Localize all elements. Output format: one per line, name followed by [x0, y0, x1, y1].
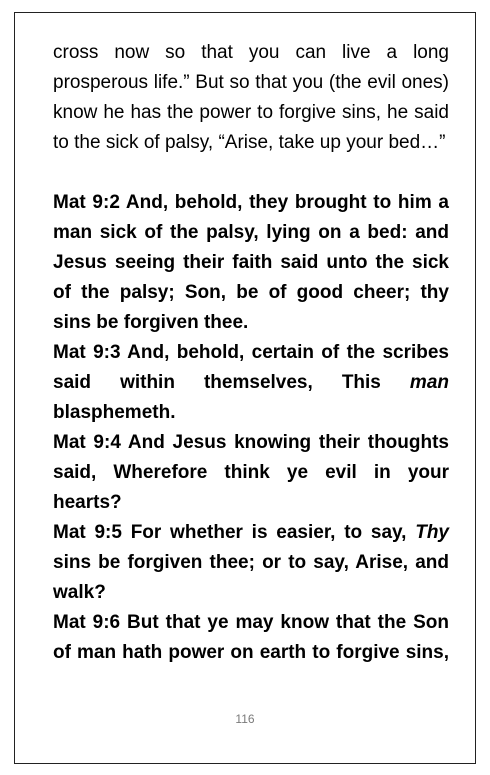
page-content	[53, 38, 449, 668]
verse-mat-9-2: Mat 9:2 And, behold, they brought to him a man sick of the palsy, lying on a bed: and Jesus seeing their faith said unto the sick of the palsy; Son, be of good cheer; thy sins be forgiven thee.	[53, 192, 449, 333]
verse-text: Mat 9:5 For whether is easier, to say,	[53, 522, 416, 543]
paragraph-spacer	[53, 158, 449, 188]
verse-text: sins be forgiven thee; or to say, Arise, and walk?	[53, 552, 449, 603]
verse-mat-9-6: Mat 9:6 But that ye may know that the Son of man hath power on earth to forgive sins,	[53, 612, 449, 663]
verse-text: Mat 9:3 And, behold, certain of the scribes said within themselves, This	[53, 342, 449, 393]
italic-word: man	[409, 372, 449, 393]
verse-mat-9-5	[53, 518, 449, 608]
italic-word: Thy	[415, 522, 449, 543]
verse-mat-9-3	[53, 338, 449, 428]
intro-paragraph: cross now so that you can live a long prosperous life.” But so that you (the evil ones) know he has the power to forgive sins, he said to the sick of palsy, “Arise, take up your bed…”	[53, 42, 449, 153]
page-number: 116	[235, 712, 255, 726]
verse-mat-9-4: Mat 9:4 And Jesus knowing their thoughts said, Wherefore think ye evil in your hearts?	[53, 432, 449, 513]
verse-text: blasphemeth.	[53, 402, 176, 423]
